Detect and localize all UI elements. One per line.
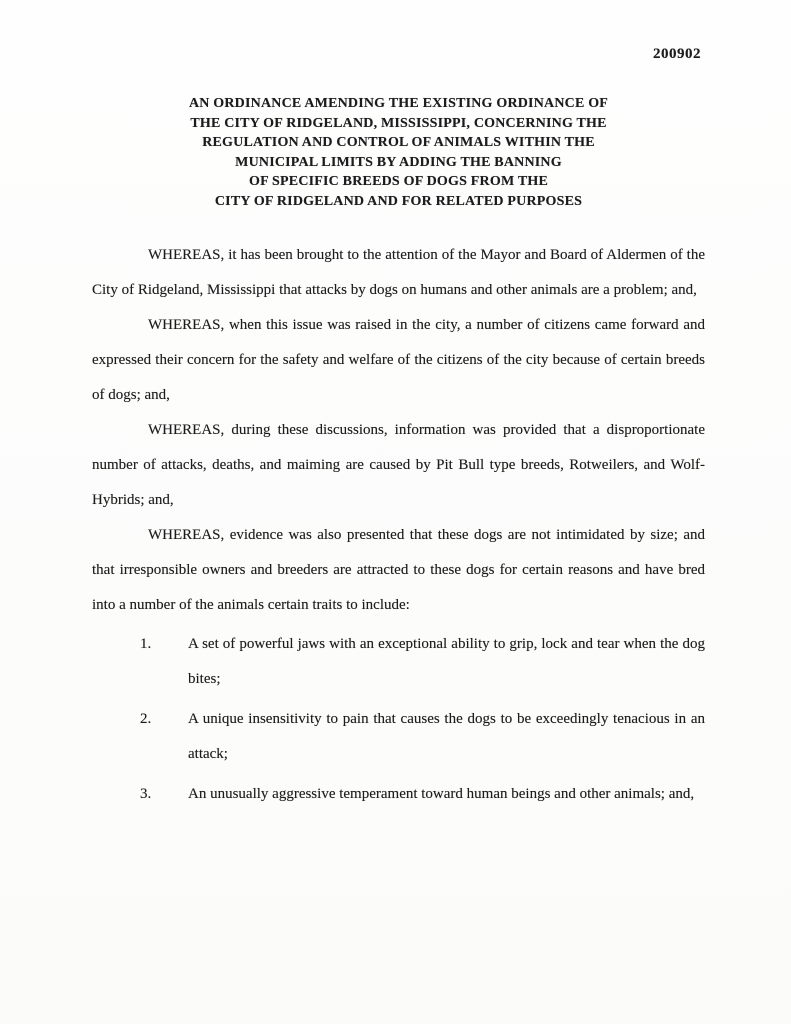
list-item-text: A unique insensitivity to pain that causes the dogs to be exceedingly tenacious in an attack; — [188, 711, 705, 762]
dog-traits-list — [92, 627, 705, 812]
list-item — [140, 627, 705, 697]
list-item-text: An unusually aggressive temperament toward human beings and other animals; and, — [188, 786, 695, 802]
title-line: REGULATION AND CONTROL OF ANIMALS WITHIN THE — [202, 135, 595, 150]
whereas-paragraph-2: WHEREAS, when this issue was raised in the city, a number of citizens came forward and expressed their concern for the safety and welfare of the citizens of the city because of certain breeds of dogs; and, — [92, 317, 705, 403]
ordinance-body — [92, 238, 705, 812]
list-item-number: 1. — [140, 636, 152, 652]
list-item — [140, 777, 705, 812]
title-line: CITY OF RIDGELAND AND FOR RELATED PURPOSES — [214, 193, 583, 209]
list-item-number: 3. — [140, 786, 152, 802]
list-item-number: 2. — [140, 711, 152, 727]
title-line: THE CITY OF RIDGELAND, MISSISSIPPI, CONCERNING THE — [190, 115, 607, 131]
title-line: MUNICIPAL LIMITS BY ADDING THE BANNING — [235, 154, 562, 170]
whereas-paragraph-4: WHEREAS, evidence was also presented that these dogs are not intimidated by size; and that irresponsible owners and breeders are attracted to these dogs for certain reasons and have bred into a number of the animals certain traits to include: — [92, 527, 705, 613]
whereas-paragraph-3: WHEREAS, during these discussions, information was provided that a disproportionate number of attacks, deaths, and maiming are caused by Pit Bull type breeds, Rotweilers, and Wolf-Hybrids; and, — [92, 422, 705, 508]
whereas-paragraph-1: WHEREAS, it has been brought to the attention of the Mayor and Board of Aldermen of the City of Ridgeland, Mississippi that attacks by dogs on humans and other animals are a problem; and, — [92, 247, 705, 298]
title-line: AN ORDINANCE AMENDING THE EXISTING ORDINANCE OF — [188, 96, 609, 111]
ordinance-title — [92, 94, 705, 211]
list-item — [140, 702, 705, 772]
title-line: OF SPECIFIC BREEDS OF DOGS FROM THE — [249, 174, 548, 189]
list-item-text: A set of powerful jaws with an exceptional ability to grip, lock and tear when the dog bites; — [188, 636, 705, 687]
document-number: 200902 — [653, 46, 701, 62]
